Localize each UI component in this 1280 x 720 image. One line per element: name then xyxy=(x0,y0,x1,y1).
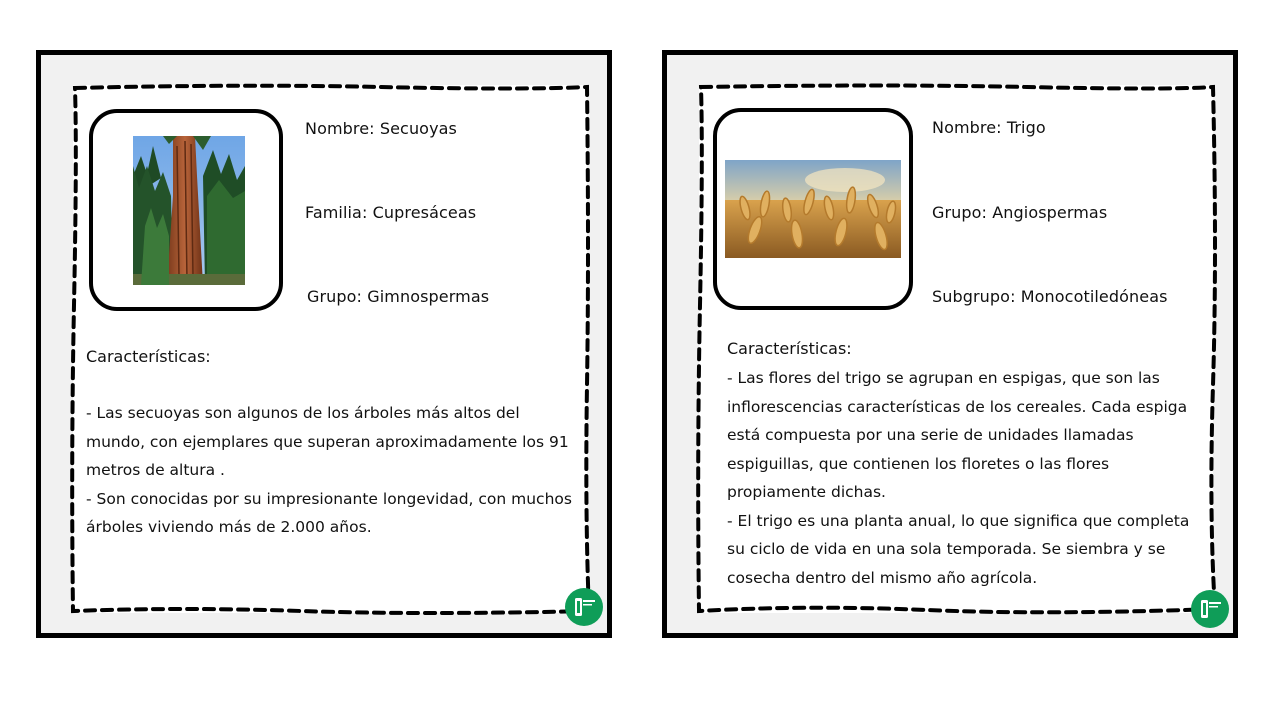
field-nombre: Nombre: Secuoyas xyxy=(305,119,457,138)
characteristic-item: - El trigo es una planta anual, lo que significa que completa su ciclo de vida en una sola temporada. Se siembra y se cosecha dentro del mismo año agrícola. xyxy=(727,511,1190,587)
characteristics-title: Características: xyxy=(727,339,852,358)
characteristics-title: Características: xyxy=(86,347,211,366)
sequoia-photo xyxy=(133,136,245,285)
photo-frame xyxy=(89,109,283,311)
characteristic-item: - Las flores del trigo se agrupan en espigas, que son las inflorescencias características de los cereales. Cada espiga está compuesta por una serie de unidades llamadas espiguillas, que contienen los floretes o las flores propiamente dichas. xyxy=(727,369,1188,501)
field-grupo: Grupo: Gimnospermas xyxy=(307,287,490,306)
characteristics-body xyxy=(727,364,1205,592)
characteristics-body xyxy=(86,399,578,542)
field-nombre: Nombre: Trigo xyxy=(932,118,1046,137)
characteristic-item: - Las secuoyas son algunos de los árboles más altos del mundo, con ejemplares que superan aproximadamente los 91 metros de altura . xyxy=(86,404,569,479)
logo-icon xyxy=(565,588,603,626)
field-grupo: Grupo: Angiospermas xyxy=(932,203,1108,222)
plant-card-secuoyas xyxy=(36,50,612,638)
field-subgrupo: Subgrupo: Monocotiledóneas xyxy=(932,287,1168,306)
wheat-photo xyxy=(725,160,901,258)
field-familia: Familia: Cupresáceas xyxy=(305,203,477,222)
plant-card-trigo xyxy=(662,50,1238,638)
photo-frame xyxy=(713,108,913,310)
logo-icon xyxy=(1191,590,1229,628)
characteristic-item: - Son conocidas por su impresionante longevidad, con muchos árboles viviendo más de 2.000 años. xyxy=(86,489,572,536)
